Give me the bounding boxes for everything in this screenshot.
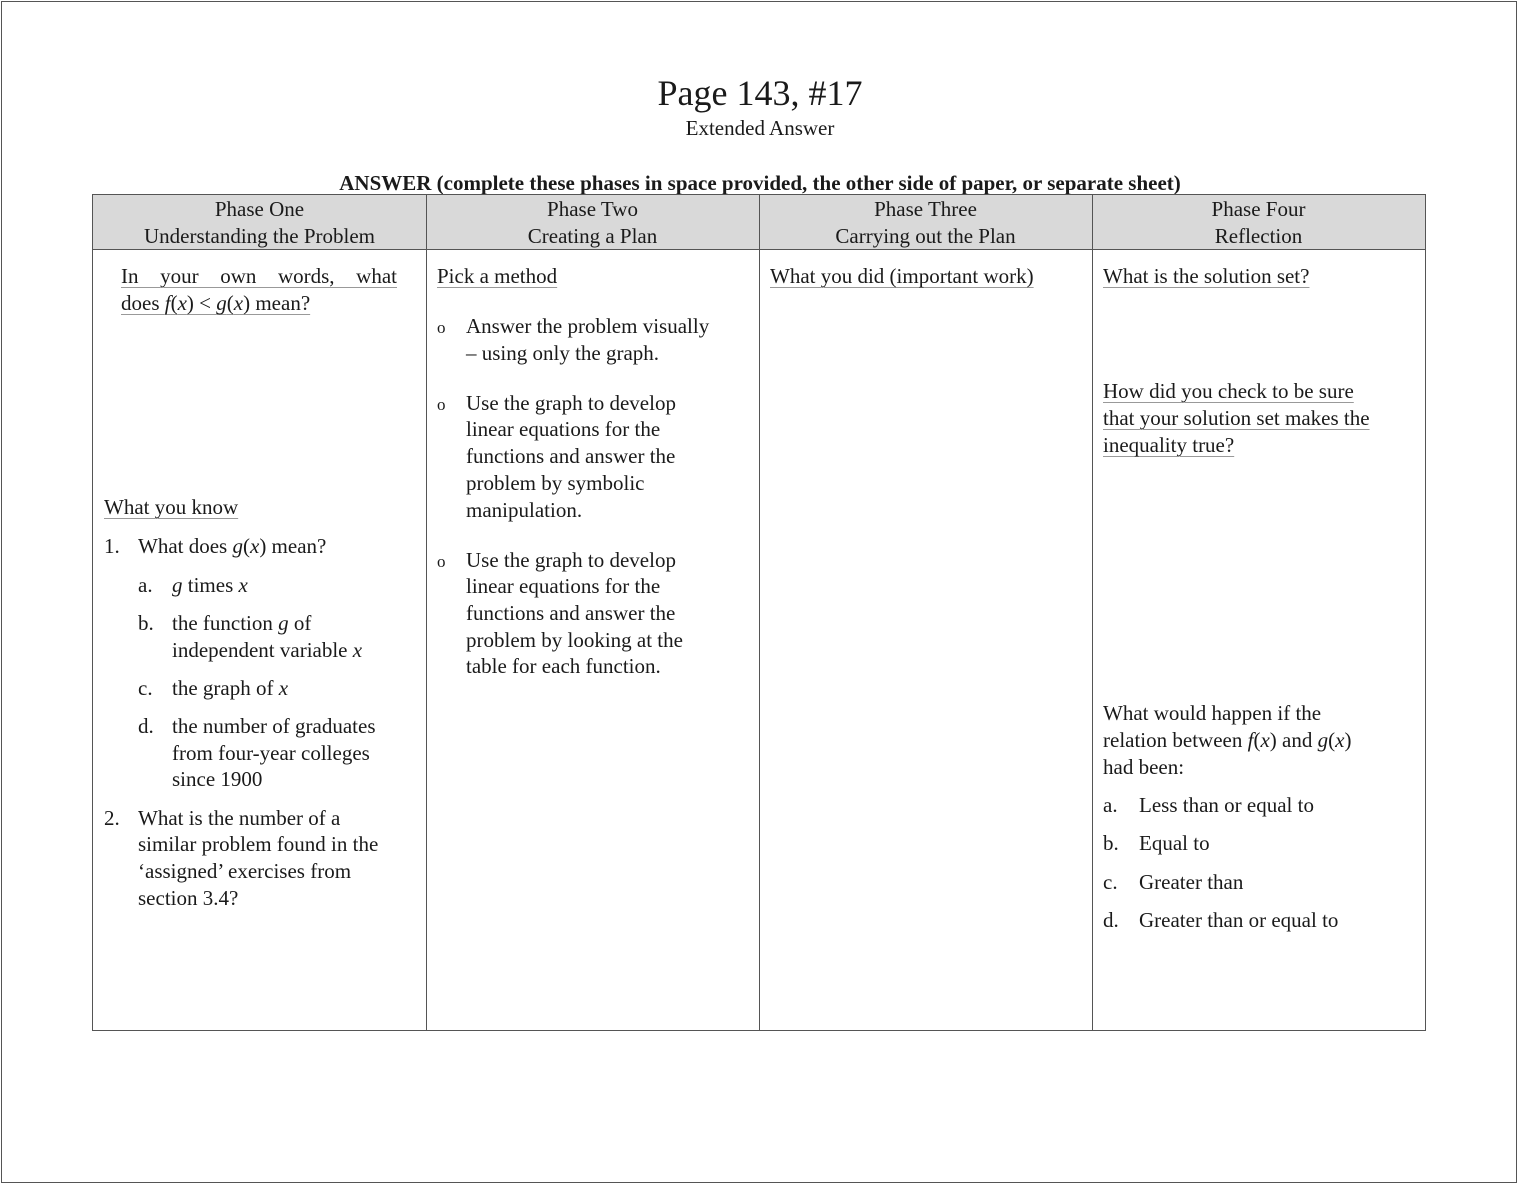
phase-four-header: Phase Four Reflection [1211, 197, 1306, 248]
option-marker: b. [138, 611, 154, 635]
bullet-icon: o [437, 395, 446, 414]
phase-one-header: Phase One Understanding the Problem [144, 197, 375, 248]
list-number: 1. [104, 534, 120, 558]
phase-one-question-line: In your own words, what [121, 264, 397, 288]
check-question-line: How did you check to be sure [1103, 379, 1354, 403]
what-if-question-line: What would happen if the [1103, 701, 1322, 725]
page-title: Page 143, #17 [657, 73, 863, 113]
option-item: Less than or equal to [1139, 793, 1314, 817]
bullet-icon: o [437, 318, 446, 337]
column-divider [759, 195, 760, 1030]
list-item: similar problem found in the [138, 832, 379, 856]
method-option: linear equations for the [466, 417, 661, 441]
phase-two-header: Phase Two Creating a Plan [527, 197, 658, 248]
option-item: the number of graduates [172, 714, 376, 738]
column-divider [1092, 195, 1093, 1030]
column-divider [426, 195, 427, 1030]
what-you-did-heading: What you did (important work) [770, 264, 1034, 288]
page-subtitle: Extended Answer [685, 116, 835, 140]
option-item: the graph of x [172, 676, 289, 700]
check-question-line: that your solution set makes the [1103, 406, 1370, 430]
method-option: Answer the problem visually [466, 314, 710, 338]
method-option: manipulation. [466, 498, 583, 522]
phase-three-header: Phase Three Carrying out the Plan [835, 197, 1016, 248]
option-marker: b. [1103, 831, 1119, 855]
method-option: Use the graph to develop [466, 391, 676, 415]
option-item: Equal to [1139, 831, 1210, 855]
method-option: Use the graph to develop [466, 548, 676, 572]
option-item: g times x [172, 573, 248, 597]
option-marker: a. [138, 573, 153, 597]
method-option: functions and answer the [466, 601, 676, 625]
solution-set-question: What is the solution set? [1103, 264, 1310, 288]
option-marker: c. [1103, 870, 1118, 894]
what-if-question-line: relation between f(x) and g(x) [1103, 728, 1352, 752]
option-marker: c. [138, 676, 153, 700]
list-item: ‘assigned’ exercises from [138, 859, 352, 883]
method-option: problem by symbolic [466, 471, 645, 495]
answer-instructions: ANSWER (complete these phases in space provided, the other side of paper, or separate sheet) [339, 171, 1181, 195]
option-marker: a. [1103, 793, 1118, 817]
what-if-question-line: had been: [1103, 755, 1185, 779]
option-item: Greater than or equal to [1139, 908, 1339, 932]
option-item: independent variable x [172, 638, 363, 662]
list-number: 2. [104, 806, 120, 830]
method-option: linear equations for the [466, 574, 661, 598]
phase-one-question-line: does f(x) < g(x) mean? [121, 291, 311, 315]
list-item: What does g(x) mean? [138, 534, 327, 558]
option-marker: d. [138, 714, 154, 738]
check-question-line: inequality true? [1103, 433, 1235, 457]
method-option: – using only the graph. [466, 341, 660, 365]
bullet-icon: o [437, 552, 446, 571]
method-option: problem by looking at the [466, 628, 683, 652]
list-item: What is the number of a [138, 806, 341, 830]
what-you-know-heading: What you know [104, 495, 239, 519]
method-option: table for each function. [466, 654, 661, 678]
option-item: since 1900 [172, 767, 263, 791]
option-item: Greater than [1139, 870, 1244, 894]
option-marker: d. [1103, 908, 1119, 932]
list-item: section 3.4? [138, 886, 239, 910]
method-option: functions and answer the [466, 444, 676, 468]
pick-method-heading: Pick a method [437, 264, 558, 288]
option-item: the function g of [172, 611, 312, 635]
option-item: from four-year colleges [172, 741, 370, 765]
